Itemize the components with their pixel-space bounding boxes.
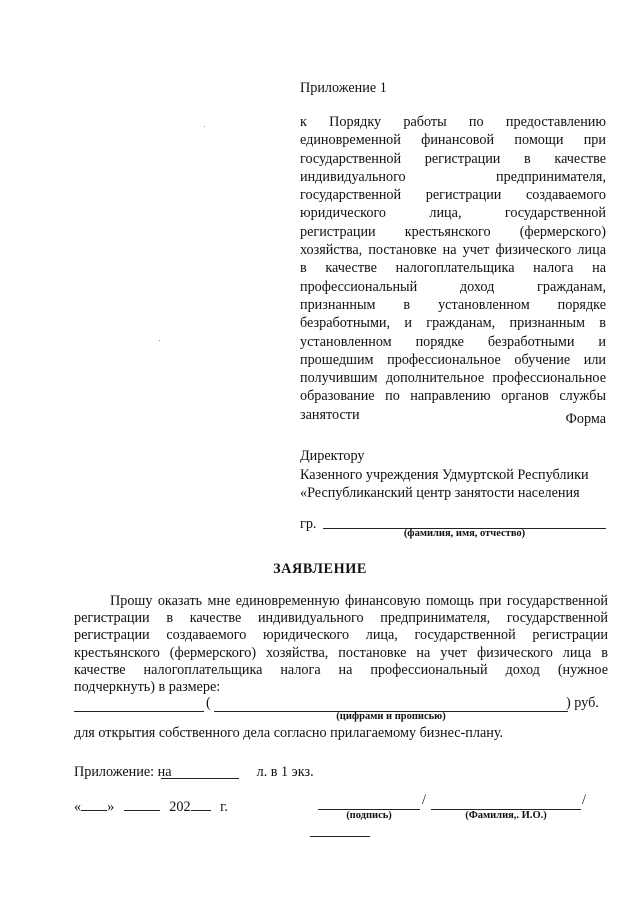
body-line: Прошу оказать мне единовременную финансовую помощь при государственной <box>110 593 608 609</box>
appendix-line: хозяйства, постановке на учет физического лица <box>300 242 606 259</box>
application-body <box>74 593 608 696</box>
body-line: крестьянского (фермерского) хозяйства, постановке на учет физического лица в <box>74 644 608 661</box>
document-title: ЗАЯВЛЕНИЕ <box>273 561 367 577</box>
date-year: 202 <box>169 799 191 815</box>
appendix-line: занятости <box>300 406 360 423</box>
attachment-pages-line[interactable] <box>161 778 239 779</box>
body-line: регистрации создаваемого юридического лица, государственной регистрации <box>74 627 608 644</box>
bottom-rule <box>310 836 370 837</box>
appendix-line: прошедшим профессиональное обучение или <box>300 351 606 368</box>
appendix-line: индивидуального предпринимателя, <box>300 168 606 185</box>
addressee-line: Казенного учреждения Удмуртской Республики <box>300 466 589 483</box>
applicant-prefix: гр. <box>300 516 317 532</box>
name-caption: (Фамилия,. И.О.) <box>465 810 547 821</box>
date-day-line[interactable] <box>81 798 107 811</box>
amount-open-paren: ( <box>206 695 211 711</box>
date-year-line[interactable] <box>191 798 211 811</box>
appendix-line: получившим дополнительное профессиональное <box>300 370 606 387</box>
applicant-caption: (фамилия, имя, отчество) <box>403 528 526 539</box>
appendix-line: в качестве налогоплательщика налога на <box>300 260 606 277</box>
date-suffix: г. <box>220 799 228 815</box>
date-open-quote: « <box>74 799 82 815</box>
signature-caption: (подпись) <box>346 810 392 821</box>
form-label: Форма <box>565 411 606 427</box>
appendix-title: Приложение 1 <box>300 80 387 96</box>
amount-currency: ) руб. <box>566 695 599 711</box>
scan-speck <box>204 126 205 127</box>
appendix-line: безработными, и гражданам, признанным в <box>300 315 606 332</box>
appendix-text <box>300 113 606 424</box>
appendix-line: юридического лица, государственной <box>300 205 606 222</box>
appendix-line: государственной регистрации создаваемого <box>300 187 606 204</box>
appendix-line: к Порядку работы по предоставлению <box>300 114 606 130</box>
appendix-line: профессиональный доход гражданам, <box>300 278 606 295</box>
appendix-line: установленном порядке безработными и <box>300 333 606 350</box>
attachment-prefix: Приложение: на <box>74 764 172 780</box>
attachment-suffix: л. в 1 экз. <box>256 764 314 780</box>
addressee-line: Директору <box>300 448 365 464</box>
date-month-line[interactable] <box>124 798 160 811</box>
appendix-line: государственной регистрации в качестве <box>300 150 606 167</box>
addressee-block <box>300 447 589 503</box>
appendix-line: образование по направлению органов службы <box>300 388 606 405</box>
date-row <box>74 798 228 816</box>
amount-digits-line[interactable] <box>74 711 204 712</box>
addressee-line: «Республиканский центр занятости населения <box>300 485 580 502</box>
amount-caption: (цифрами и прописью) <box>336 711 446 722</box>
purpose-text: для открытия собственного дела согласно прилагаемому бизнес-плану. <box>74 725 504 741</box>
appendix-line: единовременной финансовой помощи при <box>300 132 606 149</box>
body-line: подчеркнуть) в размере: <box>74 678 221 695</box>
signature-slash: / <box>582 792 586 808</box>
appendix-line: регистрации крестьянского (фермерского) <box>300 223 606 240</box>
body-line: качестве налогоплательщика налога на профессиональный доход (нужное <box>74 661 608 678</box>
body-line: регистрации в качестве индивидуального предпринимателя, государственной <box>74 610 608 627</box>
signature-slash: / <box>422 792 426 808</box>
appendix-line: признанным в установленном порядке <box>300 296 606 313</box>
date-close-quote: » <box>107 799 115 815</box>
scan-speck <box>159 340 160 341</box>
